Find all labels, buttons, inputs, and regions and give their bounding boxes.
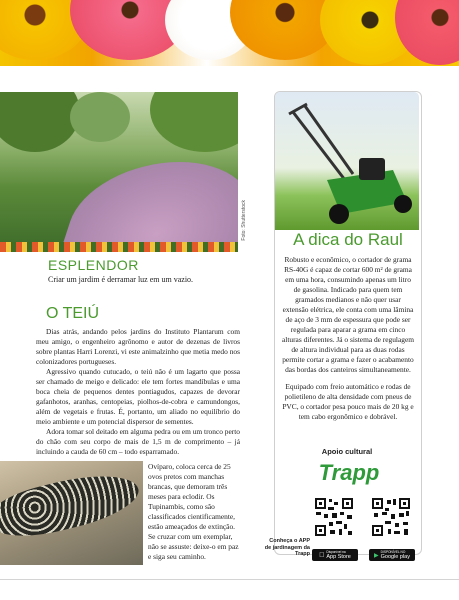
trapp-logo-text: Trapp — [318, 460, 380, 485]
bottom-divider — [0, 579, 459, 580]
article-paragraph: Adora tomar sol deitado em alguma pedra ou em um tronco perto do chão com seu corpo de mais de 1,5 m de comprimento – já incluindo a cauda de 60 cm – todo esparramado. — [36, 427, 240, 456]
apoio-cultural-label: Apoio cultural — [321, 447, 373, 456]
google-play-label: Google play — [380, 554, 410, 560]
esplendor-title: ESPLENDOR — [48, 257, 139, 273]
teiu-title: O TEIÚ — [46, 305, 100, 322]
qr-code-google-play[interactable] — [371, 497, 411, 537]
dica-paragraph: Robusto e econômico, o cortador de grama RS-40G é capaz de cortar 600 m² de grama em uma hora, consumindo apenas um litro de gasolina. Indicado para quem tem gramados medianos e não quer usar extensão elétrica, ele conta com uma lâmina de aço de 3 mm de espessura que pode ser regulada para aparar a grama em cinco alturas diferentes. Já o sistema de regulagem de altura individual para as duas rodas permite cortar a grama e fazer o acabamento das bordas dos canteiros simultaneamente. — [282, 255, 414, 374]
dica-paragraph: Equipado com freio automático e rodas de polietileno de alta densidade com pneus de PVC, o cortador pesa pouco mais de 20 kg e tem cabo ergonômico e dobrável. — [282, 382, 414, 421]
lawn-mower-photo — [275, 92, 419, 230]
dica-title: A dica do Raul — [293, 230, 403, 249]
teiu-article-body — [36, 327, 240, 457]
google-play-small-label: DISPONÍVEL NO — [380, 550, 406, 554]
flower-banner-image — [0, 0, 459, 66]
article-paragraph: Agressivo quando cutucado, o teiú não é um lagarto que possa ser chamado de meigo e delicado: ele tem fortes mandíbulas e uma boca cheia de pequenos dentes pontiagudos, capazes de devorar gafanhotos, aranhas, centopeias, piolhos-de-cobra e camundongos, além de vegetais e frutas. É, portanto, um aliado no equilíbrio do meio ambiente e um potencial dispersor de sementes. — [36, 367, 240, 426]
article-paragraph: Dias atrás, andando pelos jardins do Instituto Plantarum com meu amigo, o engenheiro agrônomo e autor de dezenas de livros sobre plantas Harri Lorenzi, vi este animalzinho que metia medo nos colonizadores portugueses. — [36, 327, 240, 366]
qr-code-app-store[interactable] — [314, 497, 354, 537]
dica-text — [282, 255, 414, 429]
google-play-badge[interactable] — [369, 549, 415, 561]
app-caption: Conheça o APP de jardinagem da Trapp — [264, 538, 310, 557]
esplendor-text: Criar um jardim é derramar luz em um vazio. — [48, 275, 194, 284]
app-store-badge[interactable] — [312, 549, 358, 561]
photo-credit: Foto: Shutterstock — [241, 200, 247, 241]
apple-icon — [319, 552, 324, 559]
teiu-lizard-photo — [0, 461, 143, 565]
app-store-label: App Store — [323, 554, 349, 560]
google-play-icon: ▶ — [374, 552, 379, 559]
garden-path-photo — [0, 92, 238, 252]
app-store-small-label: Disponível na — [323, 550, 344, 554]
trapp-logo[interactable] — [296, 458, 402, 486]
teiu-continuation-text: Ovíparo, coloca cerca de 25 ovos pretos com manchas brancas, que demoram três meses para eclodir. Os Tupinambis, como são classificados cientificamente, estão ameaçados de extinção. Se cruzar com um exemplar, não se assuste: deixe-o em paz e siga seu caminho. — [148, 462, 239, 561]
